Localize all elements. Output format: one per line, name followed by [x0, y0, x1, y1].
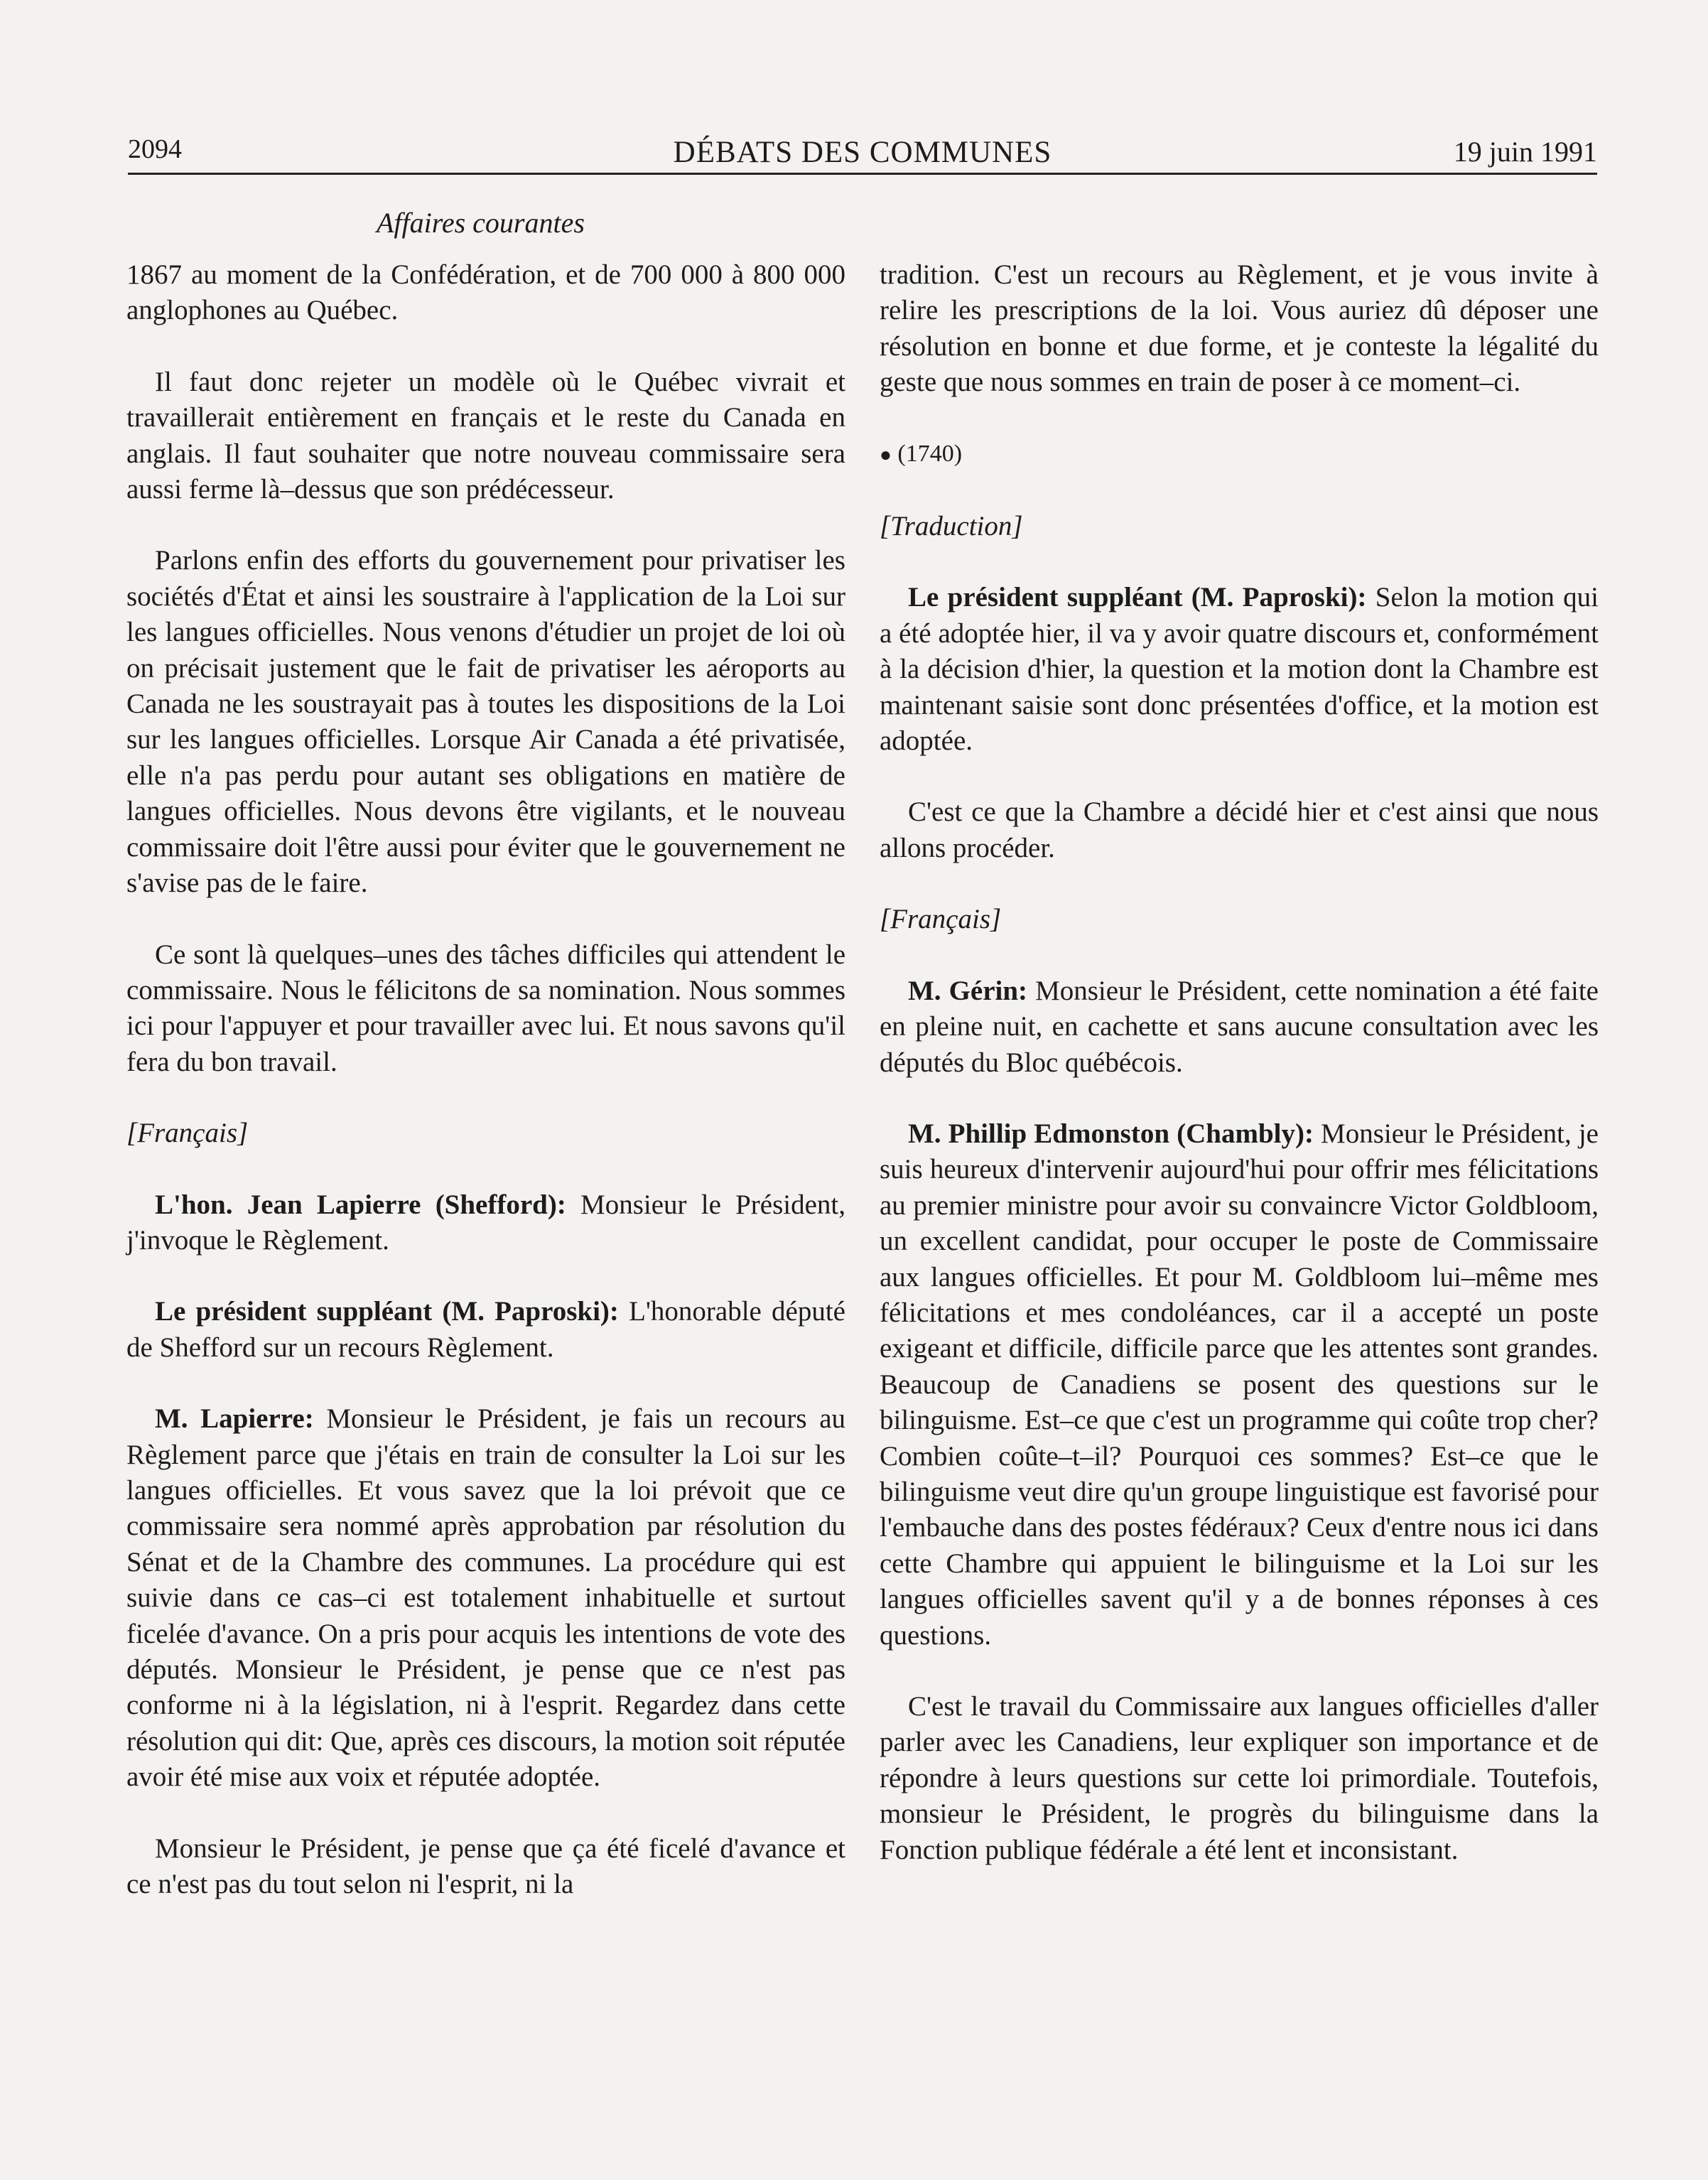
paragraph: 1867 au moment de la Confédération, et de 700 000 à 800 000 anglophones au Québec.	[126, 259, 845, 326]
speech-text: Monsieur le Président, j'invoque le Règlement.	[126, 1189, 846, 1256]
paragraph: tradition. C'est un recours au Règlement, et je vous invite à relire les prescriptions de la loi. Vous auriez dû déposer une résolution en bonne et due forme, et je conteste la légalité du geste que nous sommes en train de poser à ce moment–ci.	[880, 259, 1599, 398]
right-column	[880, 257, 1599, 1904]
timestamp	[880, 436, 1599, 473]
speech-text: Selon la motion qui a été adoptée hier, il va y avoir quatre discours et, conformément à la décision d'hier, la question et la motion dont la Chambre est maintenant saisie sont donc présentées d'office, et la motion est adoptée.	[880, 582, 1599, 757]
speech-text: Monsieur le Président, je suis heureux d'intervenir aujourd'hui pour offrir mes félicitations au premier ministre pour avoir su convaincre Victor Goldbloom, un excellent candidat, pour occuper le poste de Commissaire aux langues officielles. Et pour M. Goldbloom lui–même mes félicitations et mes condoléances, car il a accepté un poste exigeant et difficile, difficile parce que les attentes sont grandes. Beaucoup de Canadiens se posent des questions sur le bilinguisme. Est–ce que c'est un programme qui coûte trop cher? Combien coûte–t–il? Pourquoi ces sommes? Est–ce que le bilinguisme veut dire qu'un groupe linguistique est favorisé pour l'embauche dans des postes fédéraux? Ceux d'entre nous ici dans cette Chambre qui appuient le bilinguisme et la Loi sur les langues officielles savent qu'il y a de bonnes réponses à ces questions.	[880, 1118, 1599, 1651]
left-column	[126, 257, 845, 1938]
section-heading: Affaires courantes	[377, 207, 585, 239]
speech-text: Monsieur le Président, cette nomination a été faite en pleine nuit, en cachette et sans aucune consultation avec les députés du Bloc québécois.	[880, 975, 1599, 1078]
paragraph: C'est ce que la Chambre a décidé hier et c'est ainsi que nous allons procéder.	[880, 797, 1599, 863]
speech	[126, 1187, 845, 1259]
speech	[880, 1116, 1599, 1653]
speech	[880, 580, 1599, 759]
speech	[126, 1401, 845, 1795]
publication-title: DÉBATS DES COMMUNES	[673, 136, 1052, 169]
speaker-name: M. Lapierre:	[155, 1403, 314, 1435]
issue-date: 19 juin 1991	[1453, 136, 1597, 168]
speaker-name: M. Gérin:	[908, 975, 1028, 1006]
page-number: 2094	[128, 134, 182, 164]
speaker-name: M. Phillip Edmonston (Chambly):	[908, 1118, 1314, 1149]
speaker-name: Le président suppléant (M. Paproski):	[155, 1296, 619, 1327]
paragraph: Ce sont là quelques–unes des tâches difficiles qui attendent le commissaire. Nous le félicitons de sa nomination. Nous sommes ici pour l'appuyer et pour travailler avec lui. Et nous savons qu'il fera du bon travail.	[126, 939, 845, 1077]
language-tag: [Français]	[126, 1118, 249, 1149]
header-rule	[128, 173, 1597, 175]
speech-text: Monsieur le Président, je fais un recours au Règlement parce que j'étais en train de consulter la Loi sur les langues officielles. Et vous savez que la loi prévoit que ce commissaire sera nommé après approbation par résolution du Sénat et de la Chambre des communes. La procédure qui est suivie dans ce cas–ci est totalement inhabituelle et surtout ficelée d'avance. On a pris pour acquis les intentions de vote des députés. Monsieur le Président, je pense que ce n'est pas conforme ni à la législation, ni à l'esprit. Regardez dans cette résolution qui dit: Que, après ces discours, la motion soit réputée avoir été mise aux voix et réputée adoptée.	[126, 1403, 845, 1793]
speech	[126, 1294, 845, 1366]
paragraph: Il faut donc rejeter un modèle où le Québec vivrait et travaillerait entièrement en français et le reste du Canada en anglais. Il faut souhaiter que notre nouveau commissaire sera aussi ferme là–dessus que son prédécesseur.	[126, 366, 845, 505]
language-tag: [Français]	[880, 904, 1002, 935]
page-header	[128, 128, 1597, 178]
paragraph: Parlons enfin des efforts du gouvernement pour privatiser les sociétés d'État et ainsi les soustraire à l'application de la Loi sur les langues officielles. Nous venons d'étudier un projet de loi où on précisait justement que le fait de privatiser les aéroports au Canada ne les soustrayait pas à toutes les dispositions de la Loi sur les langues officielles. Lorsque Air Canada a été privatisée, elle n'a pas perdu pour autant ses obligations en matière de langues officielles. Nous devons être vigilants, et le nouveau commissaire doit l'être aussi pour éviter que le gouvernement ne s'avise pas de le faire.	[126, 545, 845, 899]
speaker-name: Le président suppléant (M. Paproski):	[908, 582, 1367, 613]
speech	[880, 973, 1599, 1081]
paragraph: Monsieur le Président, je pense que ça été ficelé d'avance et ce n'est pas du tout selon ni l'esprit, ni la	[126, 1833, 845, 1900]
timestamp-text: (1740)	[897, 440, 963, 467]
bullet-icon: ●	[880, 443, 892, 466]
paragraph: C'est le travail du Commissaire aux langues officielles d'aller parler avec les Canadiens, leur expliquer son importance et de répondre à leurs questions sur cette loi primordiale. Toutefois, monsieur le Président, le progrès du bilinguisme dans la Fonction publique fédérale a été lent et inconsistant.	[880, 1691, 1599, 1865]
speech-text: L'honorable député de Shefford sur un recours Règlement.	[126, 1296, 845, 1363]
speaker-name: L'hon. Jean Lapierre (Shefford):	[155, 1189, 566, 1220]
language-tag: [Traduction]	[880, 511, 1023, 542]
